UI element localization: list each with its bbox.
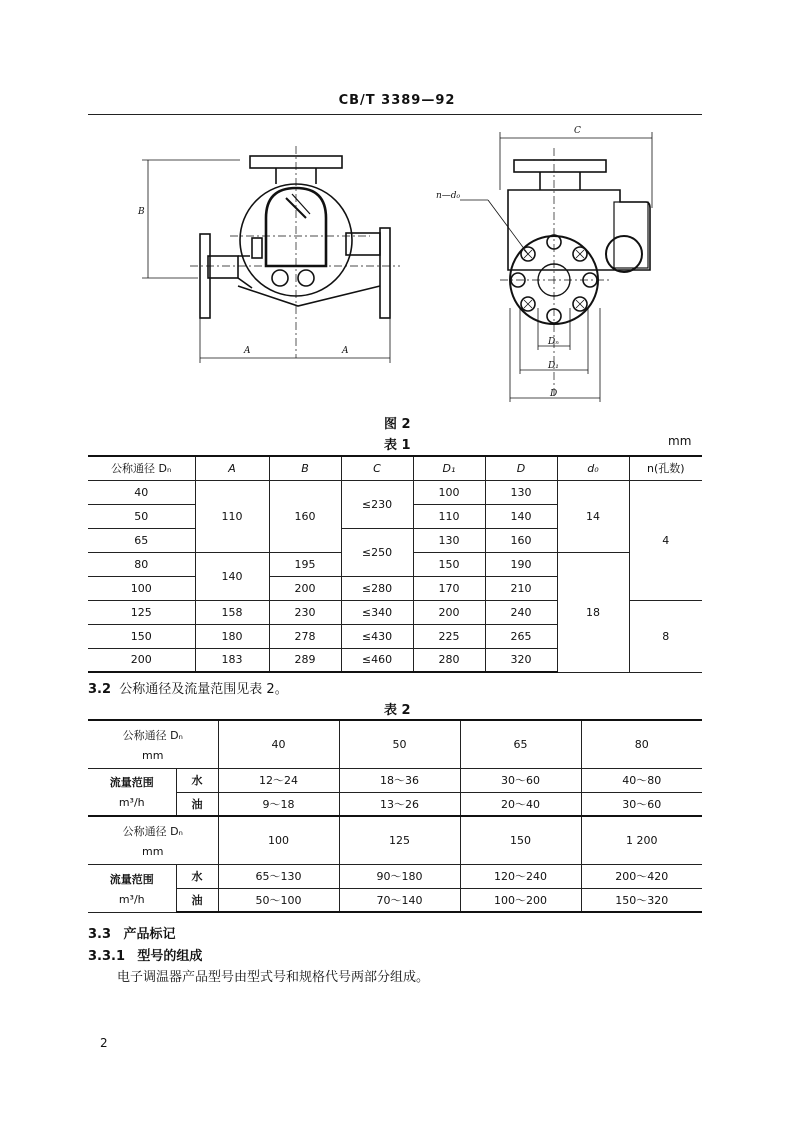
t1-header-a: A bbox=[195, 456, 269, 480]
document-code: CB/T 3389—92 bbox=[338, 93, 456, 108]
t2-oil: 13～26 bbox=[339, 792, 460, 816]
t2-dn-unit: mm bbox=[142, 844, 164, 858]
t2-oil: 70～140 bbox=[339, 888, 460, 912]
table1-title: 表 1 bbox=[384, 438, 411, 453]
t1-d: 190 bbox=[485, 552, 557, 576]
t1-header-n: n(孔数) bbox=[629, 456, 702, 480]
t2-oil-label: 油 bbox=[176, 888, 218, 912]
body-paragraph: 电子调温器产品型号由型式号和规格代号两部分组成。 bbox=[117, 970, 430, 985]
table2-title: 表 2 bbox=[384, 703, 411, 718]
t2-water: 90～180 bbox=[339, 864, 460, 888]
t1-d: 320 bbox=[485, 648, 557, 672]
t1-d: 240 bbox=[485, 600, 557, 624]
t2-dn: 50 bbox=[339, 720, 460, 768]
t2-dn-header-2 bbox=[88, 816, 218, 864]
t2-flow-label: 流量范围 bbox=[109, 776, 154, 790]
t1-d1: 100 bbox=[413, 480, 485, 504]
t1-d: 130 bbox=[485, 480, 557, 504]
t1-dn: 200 bbox=[88, 648, 195, 672]
table-2 bbox=[88, 719, 702, 913]
t2-water: 30～60 bbox=[460, 768, 581, 792]
t2-water: 200～420 bbox=[581, 864, 702, 888]
label-D1: D₁ bbox=[548, 361, 559, 371]
t1-b: 230 bbox=[269, 600, 341, 624]
t1-d0: 14 bbox=[557, 480, 629, 552]
t1-b: 160 bbox=[269, 480, 341, 552]
t1-b: 200 bbox=[269, 576, 341, 600]
t2-dn-unit: mm bbox=[142, 748, 164, 762]
t1-c: ≤430 bbox=[341, 624, 413, 648]
t1-d: 265 bbox=[485, 624, 557, 648]
t2-dn: 80 bbox=[581, 720, 702, 768]
t2-water: 120～240 bbox=[460, 864, 581, 888]
label-B: B bbox=[138, 207, 145, 217]
t2-flow-header-1 bbox=[88, 768, 176, 816]
label-n-d0: n—d₀ bbox=[436, 191, 461, 201]
figure-caption: 图 2 bbox=[384, 417, 411, 432]
t1-d1: 225 bbox=[413, 624, 485, 648]
t1-n: 8 bbox=[629, 600, 702, 672]
label-A1: A bbox=[244, 346, 251, 356]
section-3-3-num: 3.3 bbox=[88, 927, 112, 942]
section-3-3-text: 产品标记 bbox=[123, 927, 176, 942]
t1-c: ≤250 bbox=[341, 528, 413, 576]
label-C: C bbox=[574, 126, 581, 136]
label-DN: Dₙ bbox=[548, 337, 559, 347]
t2-oil: 50～100 bbox=[218, 888, 339, 912]
t1-header-d: D bbox=[485, 456, 557, 480]
t1-dn: 40 bbox=[88, 480, 195, 504]
t1-b: 195 bbox=[269, 552, 341, 576]
t2-flow-header-2 bbox=[88, 864, 176, 912]
t2-oil: 20～40 bbox=[460, 792, 581, 816]
t2-water-label: 水 bbox=[176, 768, 218, 792]
t2-dn: 1 200 bbox=[581, 816, 702, 864]
t2-dn: 40 bbox=[218, 720, 339, 768]
left-port-2 bbox=[298, 270, 314, 286]
t1-a: 158 bbox=[195, 600, 269, 624]
t2-dn: 65 bbox=[460, 720, 581, 768]
t2-flow-unit: m³/h bbox=[118, 796, 145, 810]
t1-b: 278 bbox=[269, 624, 341, 648]
t2-dn: 125 bbox=[339, 816, 460, 864]
t1-header-c: C bbox=[341, 456, 413, 480]
t1-a: 183 bbox=[195, 648, 269, 672]
t1-d1: 280 bbox=[413, 648, 485, 672]
t1-d: 210 bbox=[485, 576, 557, 600]
t2-water: 65～130 bbox=[218, 864, 339, 888]
t1-c: ≤460 bbox=[341, 648, 413, 672]
t1-n: 4 bbox=[629, 480, 702, 600]
t2-flow-unit: m³/h bbox=[118, 892, 145, 906]
t2-water: 18～36 bbox=[339, 768, 460, 792]
t1-c: ≤280 bbox=[341, 576, 413, 600]
t1-header-d0: d₀ bbox=[557, 456, 629, 480]
t2-oil: 30～60 bbox=[581, 792, 702, 816]
t1-dn: 150 bbox=[88, 624, 195, 648]
t2-dn: 150 bbox=[460, 816, 581, 864]
section-3-3-1-text: 型号的组成 bbox=[137, 949, 203, 964]
t2-oil: 150～320 bbox=[581, 888, 702, 912]
t1-c: ≤340 bbox=[341, 600, 413, 624]
section-3-3-1 bbox=[88, 945, 202, 964]
t2-water: 40～80 bbox=[581, 768, 702, 792]
page-number: 2 bbox=[100, 1036, 108, 1050]
t2-dn-label: 公称通径 Dₙ bbox=[122, 824, 183, 838]
t1-d0: 18 bbox=[557, 552, 629, 672]
label-D: D bbox=[550, 389, 558, 399]
t1-b: 289 bbox=[269, 648, 341, 672]
label-A2: A bbox=[342, 346, 349, 356]
t1-d1: 130 bbox=[413, 528, 485, 552]
t1-d1: 200 bbox=[413, 600, 485, 624]
right-flange bbox=[380, 228, 390, 318]
right-gauge-outer bbox=[606, 236, 642, 272]
right-top-plate bbox=[514, 160, 606, 172]
t2-oil: 100～200 bbox=[460, 888, 581, 912]
section-3-2-num: 3.2 bbox=[88, 682, 112, 697]
t1-a: 110 bbox=[195, 480, 269, 552]
header-rule bbox=[88, 114, 702, 115]
t1-d1: 170 bbox=[413, 576, 485, 600]
t1-d1: 150 bbox=[413, 552, 485, 576]
t1-dn: 125 bbox=[88, 600, 195, 624]
t2-water-label: 水 bbox=[176, 864, 218, 888]
figure-2-drawing bbox=[80, 118, 720, 416]
t2-water: 12～24 bbox=[218, 768, 339, 792]
t2-oil: 9～18 bbox=[218, 792, 339, 816]
table1-unit: mm bbox=[668, 434, 692, 448]
left-port-1 bbox=[272, 270, 288, 286]
t1-header-d1: D₁ bbox=[413, 456, 485, 480]
t1-header-dn: 公称通径 Dₙ bbox=[88, 456, 195, 480]
t1-dn: 50 bbox=[88, 504, 195, 528]
t1-c: ≤230 bbox=[341, 480, 413, 528]
t2-dn-header-1 bbox=[88, 720, 218, 768]
t2-flow-label: 流量范围 bbox=[109, 872, 154, 886]
t1-d1: 110 bbox=[413, 504, 485, 528]
table-1 bbox=[88, 455, 702, 673]
t1-dn: 65 bbox=[88, 528, 195, 552]
t2-dn: 100 bbox=[218, 816, 339, 864]
t1-header-b: B bbox=[269, 456, 341, 480]
section-3-2-text: 公称通径及流量范围见表 2。 bbox=[119, 682, 288, 697]
section-3-2 bbox=[88, 678, 288, 697]
t1-a: 180 bbox=[195, 624, 269, 648]
section-3-3 bbox=[88, 923, 175, 942]
t1-d: 140 bbox=[485, 504, 557, 528]
left-inlet-pipe bbox=[208, 256, 238, 278]
section-3-3-1-num: 3.3.1 bbox=[88, 949, 126, 964]
t2-oil-label: 油 bbox=[176, 792, 218, 816]
t1-a: 140 bbox=[195, 552, 269, 600]
t1-dn: 80 bbox=[88, 552, 195, 576]
t1-dn: 100 bbox=[88, 576, 195, 600]
t2-dn-label: 公称通径 Dₙ bbox=[122, 728, 183, 742]
t1-d: 160 bbox=[485, 528, 557, 552]
